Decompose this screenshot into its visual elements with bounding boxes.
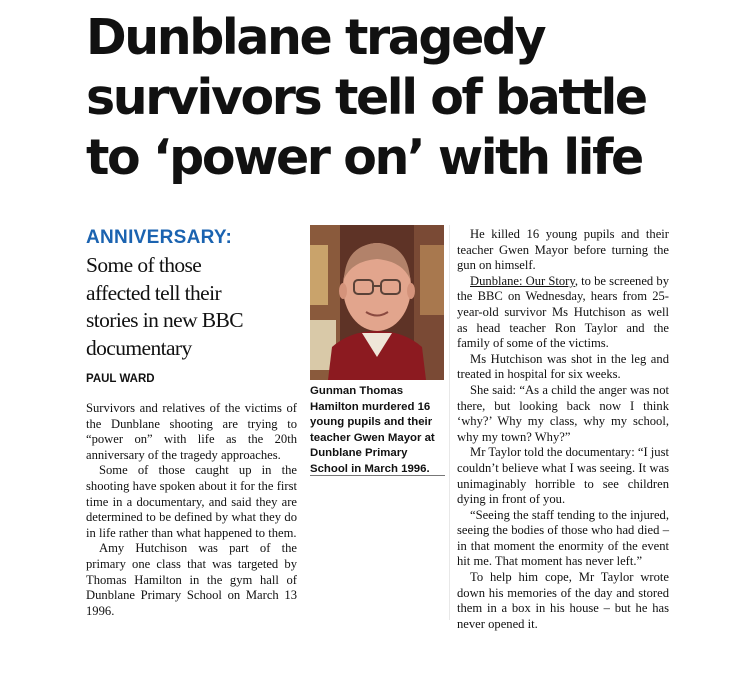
photo-caption: Gunman Thomas Hamilton murdered 16 young pupils and their teacher Gwen Mayor at Dunblane Primary School in March 1996. [310, 385, 435, 475]
body-paragraph [457, 274, 669, 352]
body-paragraph: Survivors and relatives of the victims of the Dunblane shooting are trying to “power on” with life as the 20th anniversary of the tragedy approaches. [86, 401, 297, 462]
body-column-left [86, 401, 297, 619]
body-paragraph: To help him cope, Mr Taylor wrote down his memories of the day and stored them in a box in his house – but he has never opened it. [457, 570, 669, 631]
standfirst-line: stories in new BBC [86, 308, 244, 332]
programme-title: Dunblane: Our Story [470, 273, 575, 288]
caption-divider [310, 475, 445, 476]
body-paragraph: Some of those caught up in the shooting have spoken about it for the first time in a documentary, and said they are determined to be defined by what they do in life rather than what happened to them. [86, 463, 297, 540]
standfirst [86, 252, 296, 362]
body-paragraph: Ms Hutchison was shot in the leg and treated in hospital for six weeks. [457, 351, 669, 382]
body-paragraph: “Seeing the staff tending to the injured, seeing the bodies of those who had died – in that moment the enormity of the event hit me. That moment has never left.” [457, 507, 669, 569]
body-paragraph: Amy Hutchison was part of the primary one class that was targeted by Thomas Hamilton in the gym hall of Dunblane Primary School on March 13 1996. [86, 541, 297, 618]
body-column-right [457, 227, 669, 632]
column-divider [449, 225, 450, 620]
body-text: , to be screened by the BBC on Wednesday, hears from 25-year-old survivor Ms Hutchison as well as head teacher Ron Taylor and the family of some of the victims. [457, 273, 669, 351]
byline: PAUL WARD [86, 373, 155, 385]
headline-line: survivors tell of battle [86, 69, 646, 126]
standfirst-line: documentary [86, 335, 192, 360]
portrait-image [310, 225, 444, 380]
standfirst-line: Some of those [86, 253, 202, 277]
headline-line: to ‘power on’ with life [86, 129, 642, 186]
headline [86, 8, 706, 188]
body-paragraph: He killed 16 young pupils and their teacher Gwen Mayor before turning the gun on himself. [457, 227, 669, 273]
headline-line: Dunblane tragedy [86, 9, 545, 66]
kicker: ANNIVERSARY: [86, 227, 233, 248]
gunman-photo [310, 225, 444, 380]
body-paragraph: She said: “As a child the anger was not there, but looking back now I think ‘why?’ Why my class, why my school, why my town? Why?” [457, 382, 669, 444]
body-paragraph: Mr Taylor told the documentary: “I just couldn’t believe what I was seeing. It was unimaginably horrible to see children dying in front of you. [457, 445, 669, 507]
standfirst-line: affected tell their [86, 280, 222, 305]
